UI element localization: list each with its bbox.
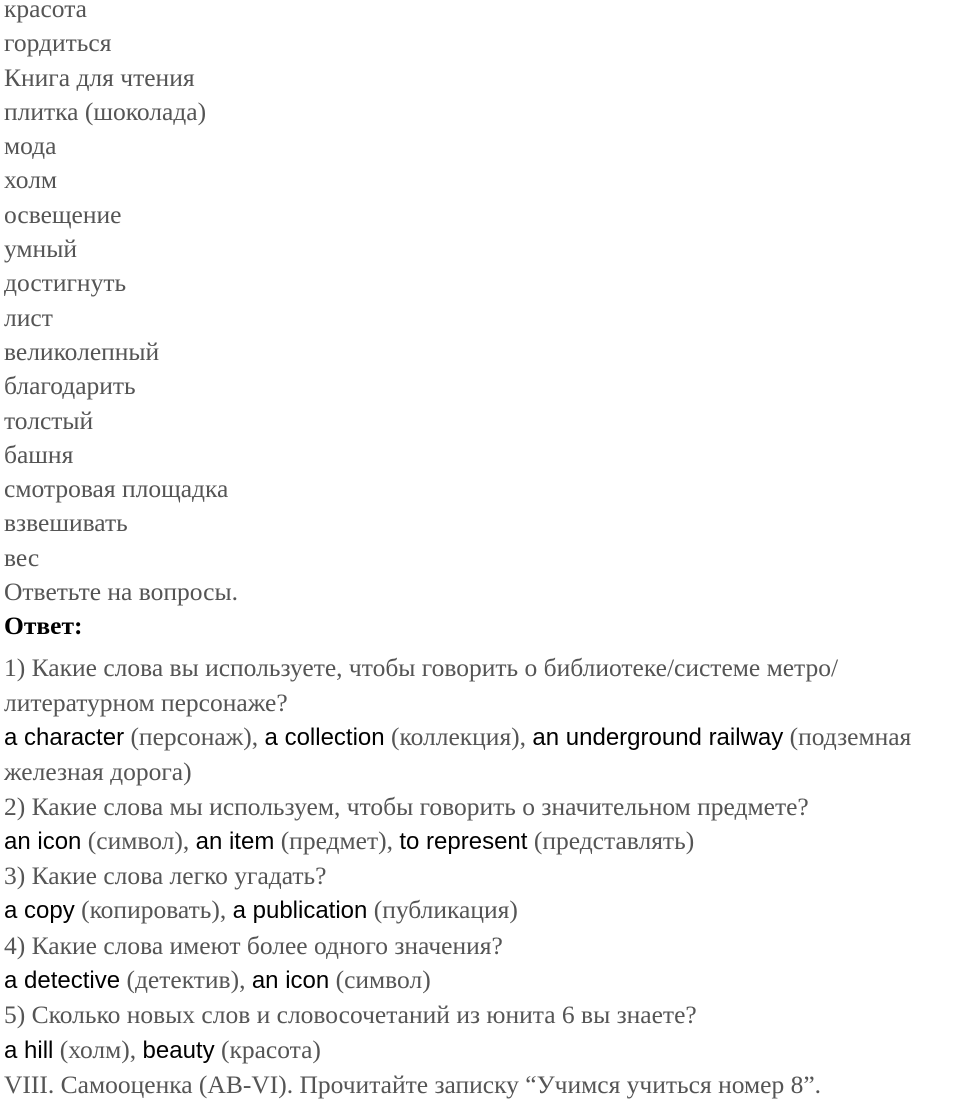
answer-term: a character [4, 723, 125, 751]
word-list-item: великолепный [4, 336, 160, 366]
word-list-item: мода [4, 131, 57, 161]
answer-1 [4, 720, 956, 790]
word-list-item: взвешивать [4, 508, 128, 538]
question-5: 5) Сколько новых слов и словосочетаний из юнита 6 вы знаете? [4, 1000, 697, 1030]
word-list-item: башня [4, 439, 74, 469]
answer-term: a copy [4, 897, 75, 925]
instruction-text: Ответьте на вопросы. [4, 577, 238, 607]
word-list-item: освещение [4, 199, 122, 229]
word-list-item: лист [4, 302, 53, 332]
document [4, 0, 956, 1102]
answer-translation: (копировать), [74, 895, 233, 925]
answer-translation: (представлять) [527, 825, 695, 855]
qa-section [4, 651, 956, 1068]
word-list-item: благодарить [4, 371, 136, 401]
question-2: 2) Какие слова мы используем, чтобы говорить о значительном предмете? [4, 791, 809, 821]
word-list-item: гордиться [4, 28, 112, 58]
word-list-item: красота [4, 0, 87, 23]
answer-term: beauty [142, 1036, 215, 1064]
answer-translation: (подземная железная дорога) [4, 721, 912, 787]
word-list [4, 0, 956, 609]
answer-term: an icon [251, 967, 330, 995]
answer-translation: (символ), [81, 825, 196, 855]
answer-5 [4, 1033, 956, 1068]
answer-translation: (красота) [214, 1034, 321, 1064]
question-1: 1) Какие слова вы используете, чтобы говорить о библиотеке/системе метро/литературном персонаже? [4, 653, 839, 717]
answer-heading: Ответ: [4, 611, 83, 641]
answer-term: an underground railway [532, 723, 784, 751]
answer-4 [4, 963, 956, 998]
word-list-item: умный [4, 234, 77, 264]
answer-term: an item [195, 827, 275, 855]
word-list-item: холм [4, 165, 58, 195]
answer-term: a detective [4, 967, 121, 995]
answer-translation: (холм), [53, 1034, 143, 1064]
question-4: 4) Какие слова имеют более одного значения? [4, 930, 503, 960]
answer-term: to represent [399, 827, 528, 855]
word-list-item: вес [4, 542, 40, 572]
answer-term: a publication [232, 897, 368, 925]
answer-translation: (коллекция), [384, 721, 533, 751]
question-3: 3) Какие слова легко угадать? [4, 861, 327, 891]
word-list-item: толстый [4, 405, 94, 435]
answer-translation: (публикация) [367, 895, 518, 925]
word-list-item: Книга для чтения [4, 62, 195, 92]
section-heading-viii: VIII. Самооценка (AB-VI). Прочитайте записку “Учимся учиться номер 8”. [4, 1069, 822, 1099]
word-list-item: смотровая площадка [4, 474, 229, 504]
word-list-item: плитка (шоколада) [4, 96, 207, 126]
answer-3 [4, 893, 956, 928]
answer-translation: (предмет), [274, 825, 400, 855]
word-list-item: достигнуть [4, 268, 127, 298]
answer-translation: (персонаж), [124, 721, 265, 751]
answer-translation: (детектив), [120, 965, 252, 995]
answer-term: an icon [4, 827, 82, 855]
answer-2 [4, 824, 956, 859]
answer-term: a collection [264, 723, 385, 751]
answer-term: a hill [4, 1036, 54, 1064]
answer-translation: (символ) [329, 965, 431, 995]
